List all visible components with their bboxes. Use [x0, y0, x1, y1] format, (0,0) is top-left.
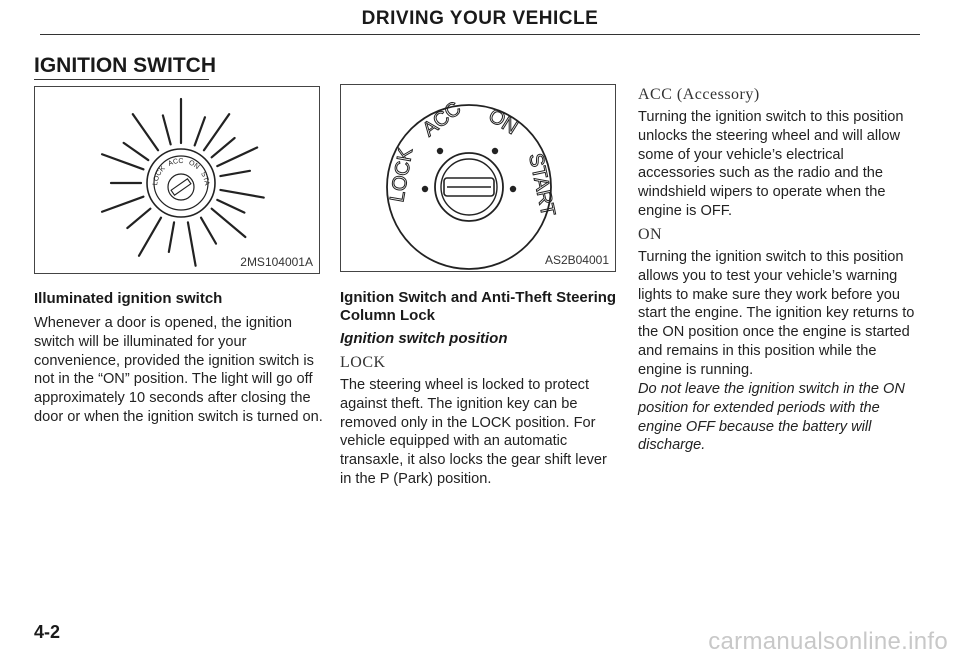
- light-ray: [127, 209, 150, 228]
- on-label: ON: [638, 226, 663, 243]
- figure-code: AS2B04001: [544, 253, 609, 267]
- light-ray: [102, 154, 143, 169]
- light-ray: [212, 138, 235, 157]
- light-ray: [133, 114, 158, 150]
- on-paragraph: Turning the ignition switch to this position allows you to test your vehicle’s warning lights to make sure they work before you start the engine. The ignition key returns to the ON position once the engine is started and remains in this position while the engine is running.: [638, 249, 915, 378]
- ring-label-acc: ACC: [167, 157, 184, 168]
- light-ray: [169, 222, 174, 252]
- ring-label-lock: LOCK: [152, 165, 167, 186]
- acc-paragraph: Turning the ignition switch to this position unlocks the steering wheel and will allow some of your vehicle’s electrical accessories such as the radio and the windshield wipers to operate when the engine is OFF.: [638, 109, 904, 219]
- switch-position-subheading: Ignition switch position: [340, 330, 508, 347]
- start-position-label: START: [524, 151, 559, 219]
- light-ray: [139, 218, 161, 256]
- on-position-dot: [492, 148, 498, 154]
- section-title-underline: [34, 79, 209, 80]
- light-ray: [163, 115, 171, 144]
- light-ray: [201, 218, 216, 244]
- lock-position-dot: [422, 186, 428, 192]
- figure-code: 2MS104001A: [240, 255, 313, 269]
- illuminated-switch-heading: Illuminated ignition switch: [34, 290, 223, 307]
- page-header: DRIVING YOUR VEHICLE: [361, 8, 599, 29]
- ring-label-on: ON: [187, 159, 201, 171]
- page-number: 4-2: [34, 622, 61, 642]
- lock-label: LOCK: [340, 354, 386, 371]
- acc-position-dot: [437, 148, 443, 154]
- ring-label-start: STA: [199, 170, 211, 186]
- illuminated-switch-figure: [34, 86, 320, 274]
- light-ray: [217, 148, 257, 167]
- steering-lock-heading: Ignition Switch and Anti-Theft Steering Column Lock: [340, 289, 617, 324]
- light-ray: [220, 190, 263, 198]
- lock-paragraph: The steering wheel is locked to protect against theft. The ignition key can be removed only in the LOCK position. For vehicle equipped with an automatic transaxle, it also locks the gear shift lever in the P (Park) position.: [340, 377, 607, 487]
- acc-position-label: ACC: [418, 97, 466, 141]
- section-title: IGNITION SWITCH: [34, 54, 216, 77]
- illuminated-switch-paragraph: Whenever a door is opened, the ignition switch will be illuminated for your convenience, provided the ignition switch is not in the “ON” position. The light will go off approximately 10 seconds after closing the door or when the ignition switch is turned on.: [34, 315, 323, 425]
- light-ray: [220, 171, 250, 176]
- light-ray: [188, 222, 196, 265]
- ignition-position-figure: [340, 84, 616, 272]
- watermark: carmanualsonline.info: [708, 628, 948, 655]
- light-ray: [195, 117, 205, 145]
- light-ray: [212, 209, 246, 237]
- ignition-position-illustration: [341, 85, 615, 271]
- start-position-dot: [510, 186, 516, 192]
- light-ray: [124, 143, 149, 160]
- light-ray: [217, 200, 244, 213]
- on-position-label: ON: [484, 104, 522, 140]
- light-ray: [102, 197, 143, 212]
- battery-warning: Do not leave the ignition switch in the ON position for extended periods with the engine OFF because the battery will discharge.: [638, 381, 905, 454]
- illuminated-switch-illustration: [35, 87, 319, 273]
- lock-position-label: LOCK: [386, 146, 418, 204]
- acc-label: ACC (Accessory): [638, 86, 760, 103]
- header-divider: [40, 34, 920, 35]
